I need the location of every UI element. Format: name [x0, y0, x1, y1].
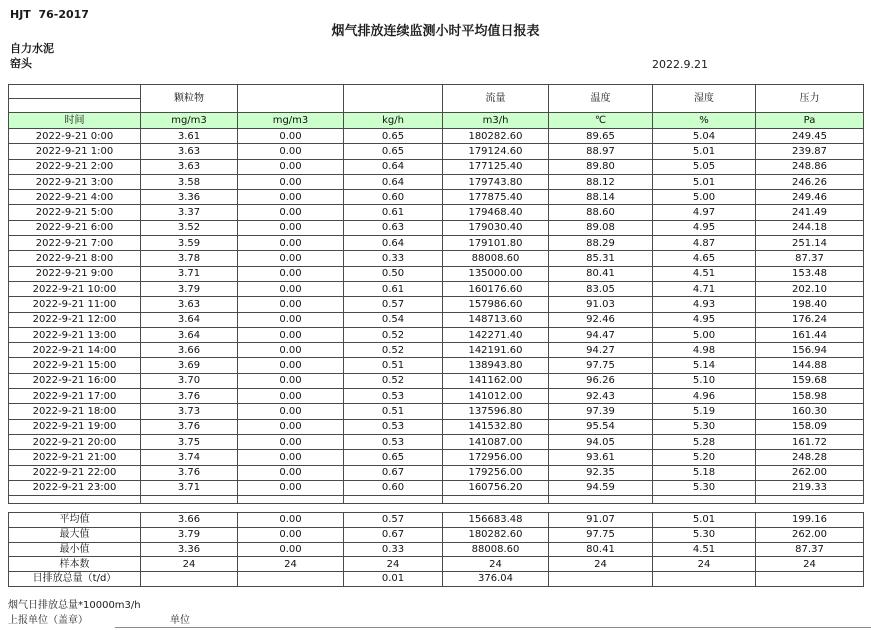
row-label-cell: 2022-9-21 12:00 — [9, 312, 141, 327]
hourly-data-table — [8, 84, 864, 504]
row-label-cell: 2022-9-21 15:00 — [9, 358, 141, 373]
value-cell: 158.98 — [756, 389, 864, 404]
table-row — [9, 450, 864, 465]
row-label-cell: 2022-9-21 10:00 — [9, 281, 141, 296]
value-cell: 3.79 — [141, 281, 238, 296]
value-cell: 88.60 — [549, 205, 653, 220]
value-cell: 202.10 — [756, 281, 864, 296]
value-cell: 246.26 — [756, 174, 864, 189]
table-row — [9, 389, 864, 404]
value-cell: 3.79 — [141, 527, 238, 542]
value-cell: 262.00 — [756, 465, 864, 480]
value-cell: 0.52 — [344, 327, 443, 342]
flow-group-header: 流量 — [443, 85, 549, 113]
value-cell: 198.40 — [756, 297, 864, 312]
value-cell: 0.63 — [344, 220, 443, 235]
row-label-cell: 2022-9-21 21:00 — [9, 450, 141, 465]
row-label-cell: 2022-9-21 16:00 — [9, 373, 141, 388]
pollutant2-group-header — [238, 85, 344, 113]
row-label-cell: 2022-9-21 23:00 — [9, 480, 141, 495]
value-cell: 179468.40 — [443, 205, 549, 220]
value-cell: 0.53 — [344, 389, 443, 404]
value-cell: 0.00 — [238, 513, 344, 528]
value-cell: 0.00 — [238, 450, 344, 465]
flow-unit-header: m3/h — [443, 113, 549, 129]
value-cell: 3.36 — [141, 190, 238, 205]
value-cell: 0.00 — [238, 251, 344, 266]
value-cell: 161.44 — [756, 327, 864, 342]
row-label-cell: 2022-9-21 14:00 — [9, 343, 141, 358]
value-cell: 5.30 — [653, 419, 756, 434]
value-cell: 138943.80 — [443, 358, 549, 373]
table-row — [9, 434, 864, 449]
unit-header-row — [9, 113, 864, 129]
bottom-rule — [115, 627, 871, 628]
value-cell: 0.00 — [238, 419, 344, 434]
value-cell: 96.26 — [549, 373, 653, 388]
value-cell: 0.00 — [238, 266, 344, 281]
row-label-cell: 2022-9-21 20:00 — [9, 434, 141, 449]
value-cell: 5.10 — [653, 373, 756, 388]
value-cell: 177125.40 — [443, 159, 549, 174]
row-label-cell: 2022-9-21 18:00 — [9, 404, 141, 419]
value-cell: 0.57 — [344, 297, 443, 312]
value-cell: 0.64 — [344, 236, 443, 251]
row-label-cell: 2022-9-21 17:00 — [9, 389, 141, 404]
value-cell: 142191.60 — [443, 343, 549, 358]
table-row — [9, 465, 864, 480]
value-cell: 5.01 — [653, 513, 756, 528]
value-cell: 85.31 — [549, 251, 653, 266]
summary-row — [9, 571, 864, 586]
value-cell: 0.00 — [238, 281, 344, 296]
value-cell: 93.61 — [549, 450, 653, 465]
summary-row — [9, 542, 864, 557]
value-cell: 5.18 — [653, 465, 756, 480]
value-cell — [549, 571, 653, 586]
value-cell: 24 — [549, 557, 653, 572]
value-cell: 0.52 — [344, 343, 443, 358]
row-label-cell: 2022-9-21 3:00 — [9, 174, 141, 189]
value-cell: 0.01 — [344, 571, 443, 586]
value-cell: 0.00 — [238, 404, 344, 419]
value-cell: 251.14 — [756, 236, 864, 251]
report-title: 烟气排放连续监测小时平均值日报表 — [331, 24, 540, 39]
value-cell: 91.03 — [549, 297, 653, 312]
value-cell: 0.52 — [344, 373, 443, 388]
value-cell: 0.60 — [344, 480, 443, 495]
value-cell: 3.36 — [141, 542, 238, 557]
temperature-unit-header: ℃ — [549, 113, 653, 129]
value-cell: 94.27 — [549, 343, 653, 358]
table-row — [9, 190, 864, 205]
pm-unit-header: mg/m3 — [141, 113, 238, 129]
value-cell: 135000.00 — [443, 266, 549, 281]
pm-group-header: 颗粒物 — [141, 85, 238, 113]
value-cell: 0.00 — [238, 389, 344, 404]
value-cell: 158.09 — [756, 419, 864, 434]
row-label-cell: 2022-9-21 19:00 — [9, 419, 141, 434]
value-cell: 0.64 — [344, 174, 443, 189]
value-cell: 0.00 — [238, 527, 344, 542]
value-cell: 3.52 — [141, 220, 238, 235]
value-cell: 5.30 — [653, 480, 756, 495]
value-cell — [238, 571, 344, 586]
value-cell: 0.00 — [238, 174, 344, 189]
value-cell: 5.14 — [653, 358, 756, 373]
summary-row — [9, 557, 864, 572]
humidity-group-header: 湿度 — [653, 85, 756, 113]
value-cell: 94.59 — [549, 480, 653, 495]
value-cell: 0.67 — [344, 527, 443, 542]
value-cell: 3.78 — [141, 251, 238, 266]
row-label-cell: 2022-9-21 0:00 — [9, 129, 141, 144]
value-cell: 3.63 — [141, 297, 238, 312]
value-cell: 97.39 — [549, 404, 653, 419]
value-cell: 159.68 — [756, 373, 864, 388]
value-cell: 80.41 — [549, 266, 653, 281]
value-cell: 137596.80 — [443, 404, 549, 419]
value-cell: 0.67 — [344, 465, 443, 480]
value-cell: 141532.80 — [443, 419, 549, 434]
value-cell: 3.71 — [141, 480, 238, 495]
value-cell: 3.66 — [141, 343, 238, 358]
value-cell: 80.41 — [549, 542, 653, 557]
standard-code: HJT 76-2017 — [10, 8, 89, 21]
value-cell: 3.76 — [141, 419, 238, 434]
value-cell: 3.74 — [141, 450, 238, 465]
value-cell: 0.00 — [238, 129, 344, 144]
pollutant2-unit-header: mg/m3 — [238, 113, 344, 129]
row-label-cell: 2022-9-21 6:00 — [9, 220, 141, 235]
value-cell: 5.19 — [653, 404, 756, 419]
value-cell: 0.00 — [238, 343, 344, 358]
value-cell: 4.98 — [653, 343, 756, 358]
value-cell: 4.95 — [653, 220, 756, 235]
table-row — [9, 266, 864, 281]
value-cell: 91.07 — [549, 513, 653, 528]
value-cell: 3.70 — [141, 373, 238, 388]
table-row — [9, 312, 864, 327]
value-cell: 179101.80 — [443, 236, 549, 251]
value-cell: 0.00 — [238, 327, 344, 342]
value-cell: 88.14 — [549, 190, 653, 205]
value-cell: 0.64 — [344, 159, 443, 174]
table-row — [9, 220, 864, 235]
row-label-cell: 2022-9-21 22:00 — [9, 465, 141, 480]
value-cell: 0.33 — [344, 542, 443, 557]
value-cell: 5.01 — [653, 144, 756, 159]
value-cell: 88.29 — [549, 236, 653, 251]
flow-total-note: 烟气日排放总量*10000m3/h — [8, 600, 141, 611]
time-header-upper-cell — [9, 85, 141, 99]
row-label-cell: 日排放总量（t/d） — [9, 571, 141, 586]
value-cell: 248.28 — [756, 450, 864, 465]
table-row — [9, 404, 864, 419]
value-cell — [141, 571, 238, 586]
row-label-cell: 2022-9-21 13:00 — [9, 327, 141, 342]
value-cell: 0.00 — [238, 465, 344, 480]
value-cell: 24 — [756, 557, 864, 572]
value-cell: 249.45 — [756, 129, 864, 144]
table-row — [9, 373, 864, 388]
value-cell: 142271.40 — [443, 327, 549, 342]
value-cell: 5.20 — [653, 450, 756, 465]
value-cell: 160176.60 — [443, 281, 549, 296]
pressure-unit-header: Pa — [756, 113, 864, 129]
summary-table — [8, 512, 864, 586]
value-cell: 87.37 — [756, 542, 864, 557]
value-cell: 0.57 — [344, 513, 443, 528]
value-cell: 5.05 — [653, 159, 756, 174]
value-cell: 3.66 — [141, 513, 238, 528]
value-cell: 0.53 — [344, 434, 443, 449]
value-cell: 0.51 — [344, 358, 443, 373]
table-row — [9, 236, 864, 251]
summary-row — [9, 513, 864, 528]
value-cell: 92.46 — [549, 312, 653, 327]
unit-label: 单位 — [170, 615, 190, 626]
value-cell: 160756.20 — [443, 480, 549, 495]
value-cell: 3.63 — [141, 159, 238, 174]
value-cell: 24 — [653, 557, 756, 572]
value-cell: 0.60 — [344, 190, 443, 205]
time-column-header: 时间 — [9, 113, 141, 129]
value-cell: 199.16 — [756, 513, 864, 528]
value-cell: 3.64 — [141, 327, 238, 342]
value-cell: 87.37 — [756, 251, 864, 266]
value-cell: 3.71 — [141, 266, 238, 281]
value-cell: 0.53 — [344, 419, 443, 434]
value-cell: 249.46 — [756, 190, 864, 205]
value-cell: 3.63 — [141, 144, 238, 159]
value-cell: 248.86 — [756, 159, 864, 174]
value-cell: 97.75 — [549, 527, 653, 542]
value-cell — [653, 571, 756, 586]
row-label-cell: 平均值 — [9, 513, 141, 528]
value-cell: 0.00 — [238, 297, 344, 312]
value-cell: 244.18 — [756, 220, 864, 235]
value-cell: 0.00 — [238, 159, 344, 174]
value-cell: 156683.48 — [443, 513, 549, 528]
value-cell: 141012.00 — [443, 389, 549, 404]
value-cell: 3.76 — [141, 389, 238, 404]
value-cell: 4.51 — [653, 266, 756, 281]
row-label-cell: 2022-9-21 9:00 — [9, 266, 141, 281]
value-cell: 0.50 — [344, 266, 443, 281]
row-label-cell: 最小值 — [9, 542, 141, 557]
value-cell: 4.71 — [653, 281, 756, 296]
value-cell: 156.94 — [756, 343, 864, 358]
value-cell: 24 — [238, 557, 344, 572]
value-cell: 157986.60 — [443, 297, 549, 312]
value-cell: 3.76 — [141, 465, 238, 480]
value-cell: 0.00 — [238, 236, 344, 251]
value-cell: 0.61 — [344, 281, 443, 296]
value-cell: 172956.00 — [443, 450, 549, 465]
table-row — [9, 419, 864, 434]
value-cell: 0.00 — [238, 542, 344, 557]
value-cell: 144.88 — [756, 358, 864, 373]
value-cell: 4.96 — [653, 389, 756, 404]
value-cell: 3.64 — [141, 312, 238, 327]
report-unit-label: 上报单位（盖章） — [8, 615, 88, 626]
value-cell: 376.04 — [443, 571, 549, 586]
spacer-row — [9, 496, 864, 504]
value-cell: 179256.00 — [443, 465, 549, 480]
value-cell — [756, 571, 864, 586]
table-row — [9, 297, 864, 312]
value-cell: 0.00 — [238, 205, 344, 220]
value-cell: 94.47 — [549, 327, 653, 342]
row-label-cell: 2022-9-21 11:00 — [9, 297, 141, 312]
value-cell: 92.35 — [549, 465, 653, 480]
value-cell: 89.65 — [549, 129, 653, 144]
row-label-cell: 2022-9-21 2:00 — [9, 159, 141, 174]
value-cell: 148713.60 — [443, 312, 549, 327]
temperature-group-header: 温度 — [549, 85, 653, 113]
table-row — [9, 358, 864, 373]
value-cell: 3.69 — [141, 358, 238, 373]
value-cell: 241.49 — [756, 205, 864, 220]
value-cell: 5.00 — [653, 327, 756, 342]
group-header-row — [9, 85, 864, 99]
value-cell: 0.00 — [238, 220, 344, 235]
value-cell: 177875.40 — [443, 190, 549, 205]
monitor-point-name: 窑头 — [10, 57, 32, 70]
value-cell: 3.73 — [141, 404, 238, 419]
row-label-cell: 最大值 — [9, 527, 141, 542]
value-cell: 0.00 — [238, 373, 344, 388]
value-cell: 180282.60 — [443, 527, 549, 542]
value-cell: 0.65 — [344, 129, 443, 144]
company-name: 自力水泥 — [10, 42, 54, 55]
value-cell: 92.43 — [549, 389, 653, 404]
value-cell: 89.08 — [549, 220, 653, 235]
value-cell: 88008.60 — [443, 251, 549, 266]
value-cell: 141087.00 — [443, 434, 549, 449]
row-label-cell: 样本数 — [9, 557, 141, 572]
value-cell: 180282.60 — [443, 129, 549, 144]
value-cell: 3.59 — [141, 236, 238, 251]
value-cell: 97.75 — [549, 358, 653, 373]
value-cell: 179124.60 — [443, 144, 549, 159]
value-cell: 0.33 — [344, 251, 443, 266]
table-row — [9, 251, 864, 266]
value-cell: 24 — [141, 557, 238, 572]
value-cell: 179030.40 — [443, 220, 549, 235]
row-label-cell: 2022-9-21 8:00 — [9, 251, 141, 266]
value-cell: 3.61 — [141, 129, 238, 144]
value-cell: 4.65 — [653, 251, 756, 266]
value-cell: 3.75 — [141, 434, 238, 449]
value-cell: 94.05 — [549, 434, 653, 449]
table-row — [9, 129, 864, 144]
table-row — [9, 480, 864, 495]
value-cell: 88.12 — [549, 174, 653, 189]
value-cell: 24 — [443, 557, 549, 572]
value-cell: 0.00 — [238, 434, 344, 449]
pressure-group-header: 压力 — [756, 85, 864, 113]
value-cell: 3.58 — [141, 174, 238, 189]
value-cell: 4.93 — [653, 297, 756, 312]
value-cell: 0.54 — [344, 312, 443, 327]
value-cell: 88008.60 — [443, 542, 549, 557]
table-row — [9, 159, 864, 174]
value-cell: 161.72 — [756, 434, 864, 449]
value-cell: 4.51 — [653, 542, 756, 557]
row-label-cell: 2022-9-21 1:00 — [9, 144, 141, 159]
report-table-area — [8, 84, 863, 587]
value-cell: 153.48 — [756, 266, 864, 281]
value-cell: 0.00 — [238, 144, 344, 159]
rate-group-header — [344, 85, 443, 113]
value-cell: 5.30 — [653, 527, 756, 542]
value-cell: 5.28 — [653, 434, 756, 449]
rate-unit-header: kg/h — [344, 113, 443, 129]
value-cell: 24 — [344, 557, 443, 572]
value-cell: 219.33 — [756, 480, 864, 495]
value-cell: 0.00 — [238, 190, 344, 205]
value-cell: 88.97 — [549, 144, 653, 159]
row-label-cell: 2022-9-21 4:00 — [9, 190, 141, 205]
value-cell: 4.95 — [653, 312, 756, 327]
value-cell: 141162.00 — [443, 373, 549, 388]
value-cell: 0.65 — [344, 450, 443, 465]
value-cell: 83.05 — [549, 281, 653, 296]
table-row — [9, 174, 864, 189]
value-cell: 3.37 — [141, 205, 238, 220]
summary-row — [9, 527, 864, 542]
value-cell: 0.51 — [344, 404, 443, 419]
row-label-cell: 2022-9-21 7:00 — [9, 236, 141, 251]
value-cell: 0.00 — [238, 480, 344, 495]
value-cell: 0.65 — [344, 144, 443, 159]
value-cell: 95.54 — [549, 419, 653, 434]
value-cell: 5.00 — [653, 190, 756, 205]
value-cell: 0.00 — [238, 358, 344, 373]
row-label-cell: 2022-9-21 5:00 — [9, 205, 141, 220]
value-cell: 262.00 — [756, 527, 864, 542]
table-row — [9, 205, 864, 220]
value-cell: 4.97 — [653, 205, 756, 220]
value-cell: 176.24 — [756, 312, 864, 327]
value-cell: 4.87 — [653, 236, 756, 251]
value-cell: 160.30 — [756, 404, 864, 419]
table-row — [9, 343, 864, 358]
table-row — [9, 327, 864, 342]
table-row — [9, 281, 864, 296]
section-gap — [8, 504, 863, 512]
value-cell: 89.80 — [549, 159, 653, 174]
value-cell: 0.61 — [344, 205, 443, 220]
table-row — [9, 144, 864, 159]
value-cell: 239.87 — [756, 144, 864, 159]
value-cell: 5.04 — [653, 129, 756, 144]
time-header-lower-cell — [9, 99, 141, 113]
humidity-unit-header: % — [653, 113, 756, 129]
report-date: 2022.9.21 — [652, 58, 708, 71]
value-cell: 179743.80 — [443, 174, 549, 189]
value-cell: 0.00 — [238, 312, 344, 327]
value-cell: 5.01 — [653, 174, 756, 189]
